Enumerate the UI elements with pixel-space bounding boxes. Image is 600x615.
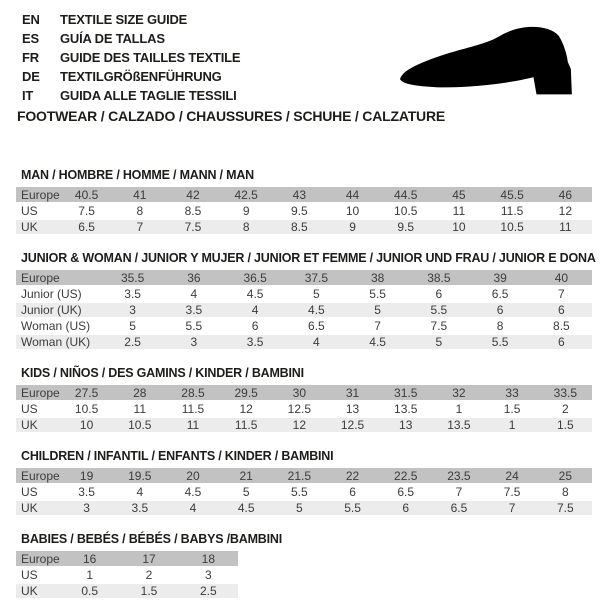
size-value: 1 [486, 417, 539, 433]
size-value: 9 [326, 219, 379, 235]
size-value: 9.5 [273, 203, 326, 219]
dress-shoe-icon [394, 22, 586, 106]
size-table [16, 270, 592, 351]
size-value: 1 [432, 401, 485, 417]
table-row [16, 270, 592, 286]
size-value: 10 [326, 203, 379, 219]
size-table [16, 385, 592, 434]
row-label: Junior (US) [16, 286, 102, 302]
language-code: FR [22, 50, 39, 65]
size-value: 8 [470, 318, 531, 334]
size-value: 5 [286, 286, 347, 302]
language-row [22, 48, 240, 67]
row-label: US [16, 484, 60, 500]
language-code: ES [22, 31, 39, 46]
size-value: 3.5 [60, 484, 113, 500]
size-value: 4 [113, 484, 166, 500]
size-value: 6.5 [60, 219, 113, 235]
table-row [16, 187, 592, 203]
row-label: Woman (UK) [16, 334, 102, 350]
row-label: US [16, 567, 60, 583]
size-value: 18 [179, 551, 238, 567]
language-title: TEXTILE SIZE GUIDE [60, 12, 188, 27]
table-row [16, 318, 592, 334]
size-value: 20 [166, 468, 219, 484]
size-value: 13 [379, 417, 432, 433]
size-value: 2.5 [102, 334, 163, 350]
table-row [16, 500, 592, 516]
table-row [16, 219, 592, 235]
size-value: 7.5 [408, 318, 469, 334]
size-table-section [16, 449, 592, 517]
size-value: 28 [113, 385, 166, 401]
size-value: 8 [113, 203, 166, 219]
row-label: UK [16, 417, 60, 433]
table-row [16, 401, 592, 417]
size-value: 45.5 [486, 187, 539, 203]
size-value: 12 [220, 401, 273, 417]
size-value: 22 [326, 468, 379, 484]
size-value: 5 [273, 500, 326, 516]
size-value: 7.5 [60, 203, 113, 219]
size-value: 43 [273, 187, 326, 203]
size-value: 5 [220, 484, 273, 500]
table-row [16, 286, 592, 302]
size-table-section [16, 168, 592, 236]
size-value: 5 [347, 302, 408, 318]
size-value: 4.5 [347, 334, 408, 350]
size-value: 19 [60, 468, 113, 484]
language-list [22, 10, 240, 105]
size-value: 12 [539, 203, 592, 219]
size-value: 11 [432, 203, 485, 219]
language-code: DE [22, 69, 40, 84]
size-value: 8.5 [531, 318, 592, 334]
size-value: 7 [113, 219, 166, 235]
size-value: 4 [163, 286, 224, 302]
table-row [16, 484, 592, 500]
size-value: 10.5 [379, 203, 432, 219]
size-value: 22.5 [379, 468, 432, 484]
size-value: 28.5 [166, 385, 219, 401]
size-value: 5.5 [347, 286, 408, 302]
size-value: 7.5 [166, 219, 219, 235]
row-label: Europe [16, 468, 60, 484]
size-value: 4 [225, 302, 286, 318]
size-value: 5 [102, 318, 163, 334]
size-value: 42.5 [220, 187, 273, 203]
size-value: 12.5 [273, 401, 326, 417]
row-label: US [16, 203, 60, 219]
size-value: 19.5 [113, 468, 166, 484]
size-value: 1.5 [486, 401, 539, 417]
size-value: 6 [408, 286, 469, 302]
table-row [16, 583, 238, 599]
size-value: 17 [119, 551, 178, 567]
size-value: 38 [347, 270, 408, 286]
size-value: 7 [486, 500, 539, 516]
table-row [16, 302, 592, 318]
size-value: 4 [166, 500, 219, 516]
size-table [16, 551, 238, 600]
size-value: 41 [113, 187, 166, 203]
row-label: Junior (UK) [16, 302, 102, 318]
size-value: 7 [432, 484, 485, 500]
size-value: 6.5 [379, 484, 432, 500]
row-label: Europe [16, 187, 60, 203]
size-value: 36 [163, 270, 224, 286]
size-value: 30 [273, 385, 326, 401]
size-value: 2.5 [179, 583, 238, 599]
size-value: 40.5 [60, 187, 113, 203]
table-row [16, 385, 592, 401]
size-value: 42 [166, 187, 219, 203]
size-value: 25 [539, 468, 592, 484]
table-row [16, 468, 592, 484]
size-value: 10.5 [486, 219, 539, 235]
size-value: 6.5 [286, 318, 347, 334]
table-title: MAN / HOMBRE / HOMME / MANN / MAN [21, 168, 254, 182]
row-label: Europe [16, 551, 60, 567]
language-title: GUIDE DES TAILLES TEXTILE [60, 50, 241, 65]
size-value: 6 [379, 500, 432, 516]
size-value: 38.5 [408, 270, 469, 286]
size-value: 6 [531, 334, 592, 350]
size-value: 21.5 [273, 468, 326, 484]
size-value: 6 [470, 302, 531, 318]
language-code: IT [22, 88, 34, 103]
size-value: 6 [225, 318, 286, 334]
size-value: 37.5 [286, 270, 347, 286]
size-value: 31.5 [379, 385, 432, 401]
size-value: 21 [220, 468, 273, 484]
size-value: 0.5 [60, 583, 119, 599]
size-value: 1.5 [119, 583, 178, 599]
shoe-silhouette-path [400, 27, 572, 94]
size-value: 2 [119, 567, 178, 583]
language-row [22, 10, 240, 29]
language-code: EN [22, 12, 40, 27]
size-value: 12.5 [326, 417, 379, 433]
table-title: CHILDREN / INFANTIL / ENFANTS / KINDER / BAMBINI [21, 449, 334, 463]
size-value: 7 [531, 286, 592, 302]
row-label: UK [16, 219, 60, 235]
size-value: 35.5 [102, 270, 163, 286]
size-value: 32 [432, 385, 485, 401]
size-value: 8.5 [273, 219, 326, 235]
table-row [16, 334, 592, 350]
size-table-section [16, 251, 596, 351]
size-value: 29.5 [220, 385, 273, 401]
size-value: 10.5 [60, 401, 113, 417]
category-heading: FOOTWEAR / CALZADO / CHAUSSURES / SCHUHE / CALZATURE [17, 108, 446, 124]
table-row [16, 417, 592, 433]
size-value: 11.5 [166, 401, 219, 417]
size-value: 46 [539, 187, 592, 203]
row-label: Europe [16, 385, 60, 401]
size-value: 40 [531, 270, 592, 286]
size-value: 3.5 [225, 334, 286, 350]
size-value: 2 [539, 401, 592, 417]
size-value: 36.5 [225, 270, 286, 286]
size-value: 8.5 [166, 203, 219, 219]
row-label: UK [16, 583, 60, 599]
size-value: 3 [60, 500, 113, 516]
size-table-section [16, 532, 592, 600]
size-value: 6 [326, 484, 379, 500]
size-value: 13.5 [379, 401, 432, 417]
size-value: 13 [326, 401, 379, 417]
language-title: TEXTILGRÖßENFÜHRUNG [60, 69, 222, 84]
size-value: 7.5 [539, 500, 592, 516]
size-value: 10 [60, 417, 113, 433]
size-value: 31 [326, 385, 379, 401]
language-title: GUIDA ALLE TAGLIE TESSILI [60, 88, 237, 103]
size-value: 4.5 [166, 484, 219, 500]
size-value: 11 [113, 401, 166, 417]
size-value: 9.5 [379, 219, 432, 235]
size-value: 11 [166, 417, 219, 433]
size-value: 5.5 [470, 334, 531, 350]
size-value: 10 [432, 219, 485, 235]
size-table-section [16, 366, 592, 434]
language-row [22, 29, 240, 48]
size-value: 16 [60, 551, 119, 567]
size-value: 4.5 [225, 286, 286, 302]
size-value: 9 [220, 203, 273, 219]
size-value: 5.5 [273, 484, 326, 500]
size-value: 4.5 [286, 302, 347, 318]
size-value: 44 [326, 187, 379, 203]
size-value: 3 [102, 302, 163, 318]
size-value: 7 [347, 318, 408, 334]
row-label: US [16, 401, 60, 417]
size-value: 12 [273, 417, 326, 433]
table-row [16, 551, 238, 567]
size-value: 10.5 [113, 417, 166, 433]
row-label: Europe [16, 270, 102, 286]
table-row [16, 567, 238, 583]
size-value: 33.5 [539, 385, 592, 401]
table-row [16, 203, 592, 219]
row-label: Woman (US) [16, 318, 102, 334]
size-value: 23.5 [432, 468, 485, 484]
size-value: 27.5 [60, 385, 113, 401]
size-value: 11 [539, 219, 592, 235]
size-value: 3.5 [163, 302, 224, 318]
language-row [22, 67, 240, 86]
size-value: 4 [286, 334, 347, 350]
language-title: GUÍA DE TALLAS [60, 31, 165, 46]
size-value: 6 [531, 302, 592, 318]
size-value: 39 [470, 270, 531, 286]
size-table [16, 187, 592, 236]
size-value: 3 [179, 567, 238, 583]
table-title: KIDS / NIÑOS / DES GAMINS / KINDER / BAMBINI [21, 366, 304, 380]
row-label: UK [16, 500, 60, 516]
size-value: 24 [486, 468, 539, 484]
size-value: 5 [408, 334, 469, 350]
size-table [16, 468, 592, 517]
size-value: 33 [486, 385, 539, 401]
size-value: 4.5 [220, 500, 273, 516]
size-value: 6.5 [470, 286, 531, 302]
size-value: 3 [163, 334, 224, 350]
size-value: 6.5 [432, 500, 485, 516]
size-value: 7.5 [486, 484, 539, 500]
size-value: 45 [432, 187, 485, 203]
size-value: 5.5 [326, 500, 379, 516]
table-title: BABIES / BEBÉS / BÉBÉS / BABYS /BAMBINI [21, 532, 282, 546]
size-value: 11.5 [220, 417, 273, 433]
size-value: 44.5 [379, 187, 432, 203]
size-value: 3.5 [113, 500, 166, 516]
size-value: 5.5 [163, 318, 224, 334]
language-row [22, 86, 240, 105]
table-title: JUNIOR & WOMAN / JUNIOR Y MUJER / JUNIOR ET FEMME / JUNIOR UND FRAU / JUNIOR E DONA [21, 251, 596, 265]
size-value: 13.5 [432, 417, 485, 433]
size-value: 8 [539, 484, 592, 500]
size-value: 1.5 [539, 417, 592, 433]
size-value: 11.5 [486, 203, 539, 219]
size-value: 3.5 [102, 286, 163, 302]
size-tables [16, 168, 596, 615]
size-value: 5.5 [408, 302, 469, 318]
size-value: 8 [220, 219, 273, 235]
size-value: 1 [60, 567, 119, 583]
